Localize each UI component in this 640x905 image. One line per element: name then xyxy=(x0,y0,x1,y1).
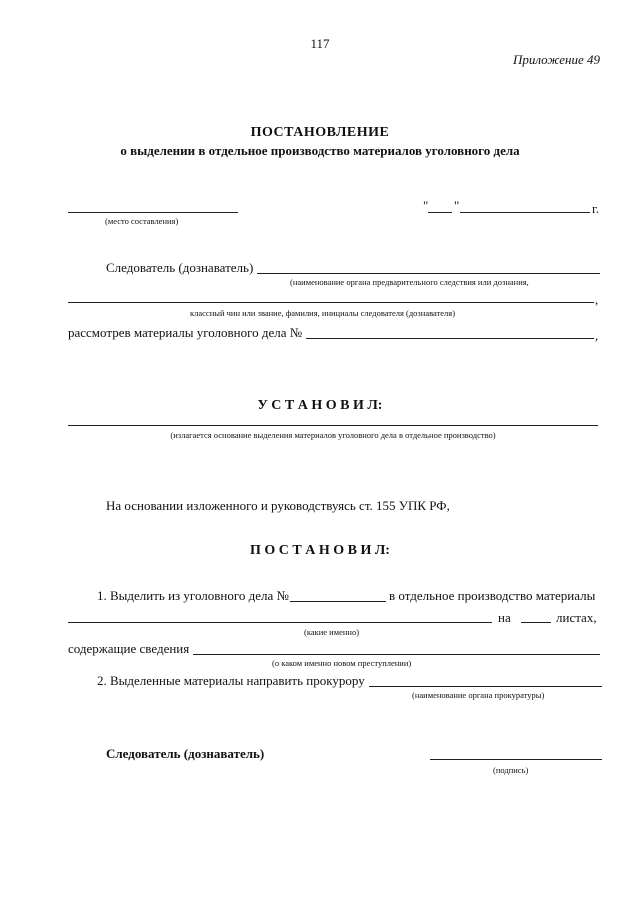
item1-case-number-field[interactable] xyxy=(290,601,386,602)
organ-caption: (наименование органа предварительного следствия или дознания, xyxy=(290,277,529,287)
date-month-year-field[interactable] xyxy=(460,212,590,213)
crime-field[interactable] xyxy=(193,654,600,655)
date-day-field[interactable] xyxy=(428,212,452,213)
date-quote-open: " xyxy=(423,198,429,213)
date-quote-close: " xyxy=(454,198,460,213)
established-heading: У С Т А Н О В И Л: xyxy=(257,398,383,413)
prosecutor-caption: (наименование органа прокуратуры) xyxy=(412,690,545,700)
case-review-comma: , xyxy=(595,328,599,343)
contains-label: содержащие сведения xyxy=(68,641,190,656)
what-caption: (какие именно) xyxy=(304,627,360,637)
document-title: ПОСТАНОВЛЕНИЕ xyxy=(250,125,390,140)
basis-text: На основании изложенного и руководствуясь ст. 155 УПК РФ, xyxy=(106,498,450,513)
rank-caption: классный чин или звание, фамилия, инициалы следователя (дознавателя) xyxy=(190,308,456,318)
investigator-organ-field[interactable] xyxy=(257,273,600,274)
investigator-label: Следователь (дознаватель) xyxy=(106,260,254,275)
place-caption: (место составления) xyxy=(105,216,179,226)
page-number: 117 xyxy=(310,36,330,51)
signature-caption: (подпись) xyxy=(493,765,529,775)
resolved-heading: П О С Т А Н О В И Л: xyxy=(250,543,390,558)
appendix-label: Приложение 49 xyxy=(512,52,600,67)
crime-caption: (о каком именно новом преступлении) xyxy=(272,658,412,668)
established-caption: (излагается основание выделения материалов уголовного дела в отдельное производство) xyxy=(170,430,496,440)
item1-suffix: в отдельное производство материалы xyxy=(389,588,596,603)
sheets-count-field[interactable] xyxy=(521,622,551,623)
established-field[interactable] xyxy=(68,425,598,426)
case-number-field[interactable] xyxy=(306,338,594,339)
signature-label: Следователь (дознаватель) xyxy=(106,746,265,761)
on-label: на xyxy=(498,610,511,625)
place-field[interactable] xyxy=(68,212,238,213)
case-review-label: рассмотрев материалы уголовного дела № xyxy=(68,325,303,340)
materials-field[interactable] xyxy=(68,622,492,623)
signature-field[interactable] xyxy=(430,759,602,760)
item1-prefix: 1. Выделить из уголовного дела № xyxy=(97,588,289,603)
prosecutor-field[interactable] xyxy=(369,686,602,687)
sheets-label: листах, xyxy=(556,610,597,625)
investigator-name-field[interactable] xyxy=(68,302,594,303)
document-subtitle: о выделении в отдельное производство материалов уголовного дела xyxy=(120,143,520,158)
year-suffix: г. xyxy=(592,201,600,216)
investigator-comma: , xyxy=(595,292,599,307)
item2-label: 2. Выделенные материалы направить прокурору xyxy=(97,673,365,688)
